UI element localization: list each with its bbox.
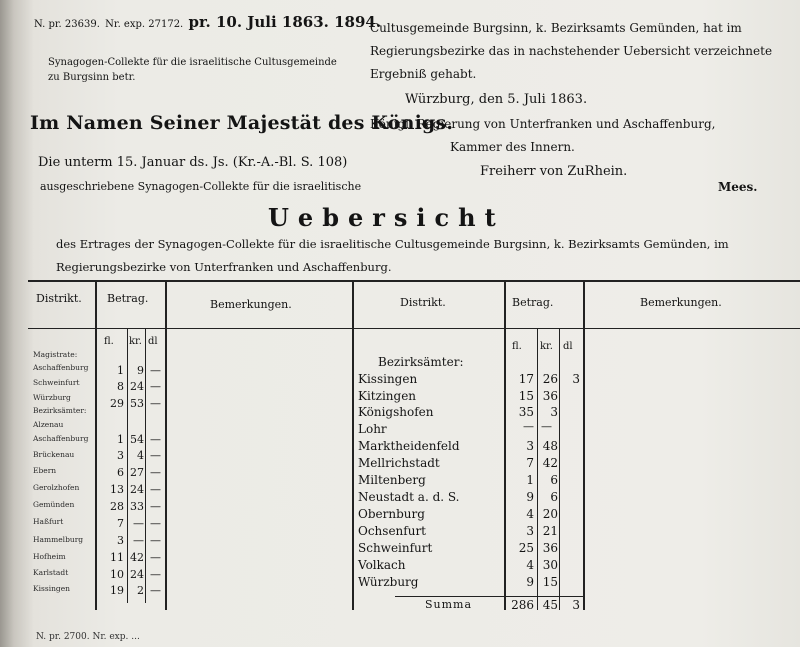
header-amount-right: Betrag. — [512, 296, 554, 309]
right-row-fl: 3 — [526, 524, 534, 538]
right-row-dash: — — [541, 420, 552, 433]
left-row-label: Kissingen — [33, 584, 70, 593]
header-district-left: Distrikt. — [36, 292, 82, 305]
left-row-kr: 24 — [130, 568, 144, 581]
column-rule — [504, 280, 506, 610]
summa-label: Summa — [425, 598, 473, 611]
overview-title: Uebersicht — [268, 203, 505, 232]
column-rule — [352, 280, 354, 610]
column-rule — [583, 280, 585, 610]
left-row-dl: — — [150, 433, 161, 446]
left-row-label: Hofheim — [33, 552, 66, 561]
right-row-name: Kissingen — [358, 372, 418, 386]
left-row-kr: 9 — [137, 364, 144, 377]
left-row-kr: 42 — [130, 551, 144, 564]
left-row-fl: 1 — [117, 364, 124, 377]
right-row-fl: 15 — [518, 389, 534, 403]
summa-kr: 45 — [542, 598, 558, 612]
left-row-dl: — — [150, 534, 161, 547]
column-rule — [559, 328, 560, 610]
left-row-label: Bezirksämter: — [33, 406, 87, 415]
in-name-heading: Im Namen Seiner Majestät des Königs. — [30, 112, 454, 134]
left-row-fl: 11 — [110, 551, 124, 564]
column-rule — [165, 280, 167, 610]
right-row-name: Königshofen — [358, 405, 434, 419]
place-date: Würzburg, den 5. Juli 1863. — [405, 92, 588, 107]
right-row-kr: 42 — [542, 456, 558, 470]
left-row-kr: 24 — [130, 380, 144, 393]
left-row-label: Alzenau — [33, 420, 64, 429]
column-rule — [95, 280, 97, 610]
header-remarks-left: Bemerkungen. — [210, 298, 292, 311]
right-row-kr: 26 — [542, 372, 558, 386]
result-paragraph: Cultusgemeinde Burgsinn, k. Bezirksamts Gemünden, hat im Regierungsbezirke das in nachstehender Uebersicht verzeichnete Ergebniß gehabt. — [370, 21, 773, 81]
right-row-dash: — — [523, 420, 534, 433]
left-row-fl: 3 — [117, 449, 124, 462]
left-row-fl: 7 — [117, 517, 124, 530]
left-row-dl: — — [150, 500, 161, 513]
right-row-fl: 35 — [518, 405, 534, 419]
right-row-dl: 3 — [572, 372, 580, 386]
subject-line: Synagogen-Collekte für die israelitische Cultusgemeinde zu Burgsinn betr. — [48, 57, 337, 83]
right-row-name: Würzburg — [358, 575, 419, 589]
left-row-dl: — — [150, 466, 161, 479]
reference-line — [34, 13, 381, 31]
intro-line-2: ausgeschriebene Synagogen-Collekte für die israelitische — [40, 180, 362, 193]
left-row-dl: — — [150, 584, 161, 597]
left-row-label: Magistrate: — [33, 350, 78, 359]
unit-kr-right: kr. — [540, 341, 553, 352]
unit-dl-left: dl — [148, 336, 158, 347]
left-row-dl: — — [150, 449, 161, 462]
right-row-name: Schweinfurt — [358, 541, 433, 555]
right-row-kr: 6 — [550, 473, 558, 487]
left-row-label: Aschaffenburg — [33, 434, 89, 443]
right-row-fl: 9 — [526, 575, 534, 589]
summa-dl: 3 — [572, 598, 580, 612]
left-row-label: Gemünden — [33, 500, 75, 509]
right-row-name: Lohr — [358, 422, 387, 436]
right-row-name: Obernburg — [358, 507, 425, 521]
left-row-fl: 6 — [117, 466, 124, 479]
right-row-name: Kitzingen — [358, 389, 417, 403]
right-row-fl: 1 — [526, 473, 534, 487]
left-row-dl: — — [150, 397, 161, 410]
table-header-rule — [28, 328, 800, 329]
right-row-fl: 9 — [526, 490, 534, 504]
left-row-fl: 28 — [110, 500, 124, 513]
right-row-name: Volkach — [358, 558, 406, 572]
page-number: 1894. — [334, 13, 382, 31]
ref-number: N. pr. 23639. — [34, 19, 100, 30]
left-row-kr: — — [133, 534, 144, 547]
right-row-kr: 20 — [542, 507, 558, 521]
right-row-kr: 6 — [550, 490, 558, 504]
left-row-label: Brückenau — [33, 450, 75, 459]
left-row-label: Würzburg — [33, 393, 71, 402]
left-row-fl: 8 — [117, 380, 124, 393]
left-row-fl: 10 — [110, 568, 124, 581]
header-remarks-right: Bemerkungen. — [640, 296, 722, 309]
date-reference: pr. 10. Juli 1863. — [188, 13, 329, 31]
left-row-label: Gerolzhofen — [33, 483, 80, 492]
left-row-kr: 54 — [130, 433, 144, 446]
signer: Freiherr von ZuRhein. — [480, 164, 628, 179]
right-row-name: Miltenberg — [358, 473, 426, 487]
header-amount-left: Betrag. — [107, 292, 149, 305]
left-row-fl: 1 — [117, 433, 124, 446]
left-row-kr: 33 — [130, 500, 144, 513]
right-row-kr: 21 — [542, 524, 558, 538]
right-row-kr: 30 — [542, 558, 558, 572]
right-row-fl: 3 — [526, 439, 534, 453]
unit-fl-left: fl. — [104, 336, 114, 347]
left-row-dl: — — [150, 517, 161, 530]
unit-fl-right: fl. — [512, 341, 522, 352]
table-top-rule — [28, 280, 800, 282]
left-row-dl: — — [150, 483, 161, 496]
footer-next-ref: N. pr. 2700. Nr. exp. ... — [36, 632, 140, 642]
right-row-name: Marktheidenfeld — [358, 439, 460, 453]
left-row-dl: — — [150, 551, 161, 564]
left-row-kr: — — [133, 517, 144, 530]
right-row-fl: 4 — [526, 507, 534, 521]
chamber: Kammer des Innern. — [450, 140, 575, 154]
left-row-label: Aschaffenburg — [33, 363, 89, 372]
left-row-dl: — — [150, 380, 161, 393]
clerk-signature: Mees. — [718, 180, 758, 194]
right-row-kr: 15 — [542, 575, 558, 589]
left-row-fl: 3 — [117, 534, 124, 547]
right-row-fl: 25 — [518, 541, 534, 555]
left-row-kr: 4 — [137, 449, 144, 462]
summa-rule — [395, 596, 585, 597]
right-row-kr: 48 — [542, 439, 558, 453]
left-row-kr: 2 — [137, 584, 144, 597]
summa-fl: 286 — [511, 598, 534, 612]
right-row-name: Neustadt a. d. S. — [358, 490, 460, 504]
left-row-fl: 19 — [110, 584, 124, 597]
left-row-fl: 29 — [110, 397, 124, 410]
left-row-kr: 24 — [130, 483, 144, 496]
right-row-fl: 7 — [526, 456, 534, 470]
unit-kr-left: kr. — [129, 336, 142, 347]
left-row-label: Haßfurt — [33, 517, 64, 526]
left-row-kr: 53 — [130, 397, 144, 410]
left-row-dl: — — [150, 364, 161, 377]
right-row-name: Mellrichstadt — [358, 456, 440, 470]
left-row-dl: — — [150, 568, 161, 581]
header-district-right: Distrikt. — [400, 296, 446, 309]
right-row-fl: 17 — [518, 372, 534, 386]
left-row-kr: 27 — [130, 466, 144, 479]
left-row-label: Ebern — [33, 466, 57, 475]
right-row-kr: 36 — [542, 389, 558, 403]
exp-number: Nr. exp. 27172. — [105, 19, 184, 30]
unit-dl-right: dl — [563, 341, 573, 352]
right-row-kr: 36 — [542, 541, 558, 555]
intro-line-1: Die unterm 15. Januar ds. Js. (Kr.-A.-Bl. S. 108) — [38, 155, 348, 170]
right-row-name: Ochsenfurt — [358, 524, 427, 538]
right-row-heading: Bezirksämter: — [378, 355, 464, 369]
right-row-kr: 3 — [550, 405, 558, 419]
left-row-fl: 13 — [110, 483, 124, 496]
column-rule — [145, 328, 146, 603]
authority: Königl. Regierung von Unterfranken und Aschaffenburg, — [370, 117, 716, 131]
right-row-fl: 4 — [526, 558, 534, 572]
left-row-label: Hammelburg — [33, 535, 84, 544]
overview-description: des Ertrages der Synagogen-Collekte für die israelitische Cultusgemeinde Burgsinn, k. Bezirksamts Gemünden, im Regierungsbezirke von Unterfranken und Aschaffenburg. — [56, 237, 729, 274]
left-row-label: Schweinfurt — [33, 378, 80, 387]
left-row-label: Karlstadt — [33, 568, 69, 577]
